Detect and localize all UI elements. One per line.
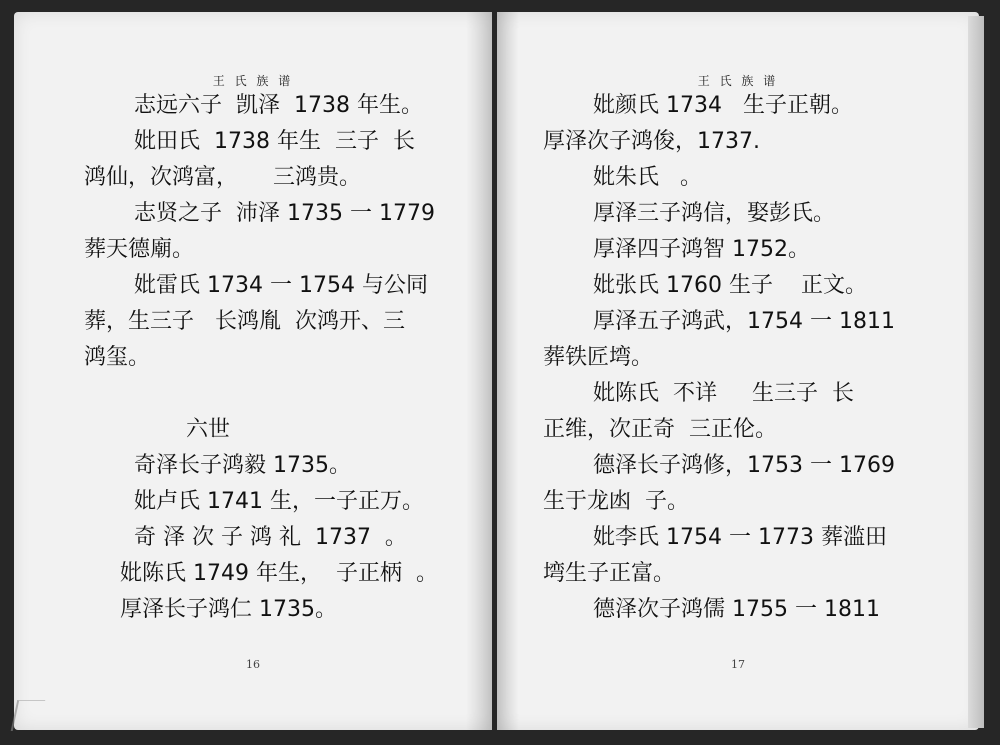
text-line: 鸿玺。 [84,345,151,370]
text-line: 志贤之子 沛泽 1735 一 1779 [134,201,435,226]
text-line: 葬天德廟。 [84,237,195,262]
text-line: 德泽长子鸿修，1753 一 1769 [593,453,895,478]
text-line: 妣雷氏 1734 一 1754 与公同 [134,273,428,298]
text-line: 妣张氏 1760 生子 正文。 [593,273,867,298]
text-line: 妣陈氏 1749 年生， 子正柄 。 [120,561,438,586]
spine-shadow [466,12,492,730]
text-line: 妣李氏 1754 一 1773 葬滥田 [593,525,887,550]
section-title: 六世 [186,417,231,442]
text-line: 葬，生三子 长鸿胤 次鸿开、三 [84,309,405,334]
left-page [14,12,492,730]
text-line: 塆生子正富。 [543,561,676,586]
right-page [497,12,979,730]
page-header: 王 氏 族 谱 [697,74,779,88]
text-line: 厚泽五子鸿武，1754 一 1811 [593,309,895,334]
text-line: 德泽次子鸿儒 1755 一 1811 [593,597,880,622]
text-line: 生于龙凼 子。 [543,489,689,514]
text-line: 厚泽三子鸿信，娶彭氏。 [593,201,836,226]
text-line: 鸿仙，次鸿富， 三鸿贵。 [84,165,361,190]
text-line: 奇泽长子鸿毅 1735。 [134,453,351,478]
text-line: 妣卢氏 1741 生，一子正万。 [134,489,424,514]
text-line: 奇 泽 次 子 鸿 礼 1737 。 [134,525,407,550]
text-line: 志远六子 凯泽 1738 年生。 [134,93,423,118]
text-line: 厚泽次子鸿俊，1737. [543,129,760,154]
text-line: 葬铁匠塆。 [543,345,654,370]
text-line: 正维，次正奇 三正伦。 [543,417,777,442]
text-line: 妣朱氏 。 [593,165,702,190]
page-number: 17 [731,658,745,671]
page-stack-edge [968,16,984,728]
text-line: 妣陈氏 不详 生三子 长 [593,381,854,406]
text-line: 妣田氏 1738 年生 三子 长 [134,129,415,154]
spine-shadow [497,12,519,730]
text-line: 厚泽长子鸿仁 1735。 [120,597,337,622]
page-number: 16 [246,658,260,671]
text-line: 妣颜氏 1734 生子正朝。 [593,93,853,118]
text-line: 厚泽四子鸿智 1752。 [593,237,810,262]
page-header: 王 氏 族 谱 [212,74,294,88]
